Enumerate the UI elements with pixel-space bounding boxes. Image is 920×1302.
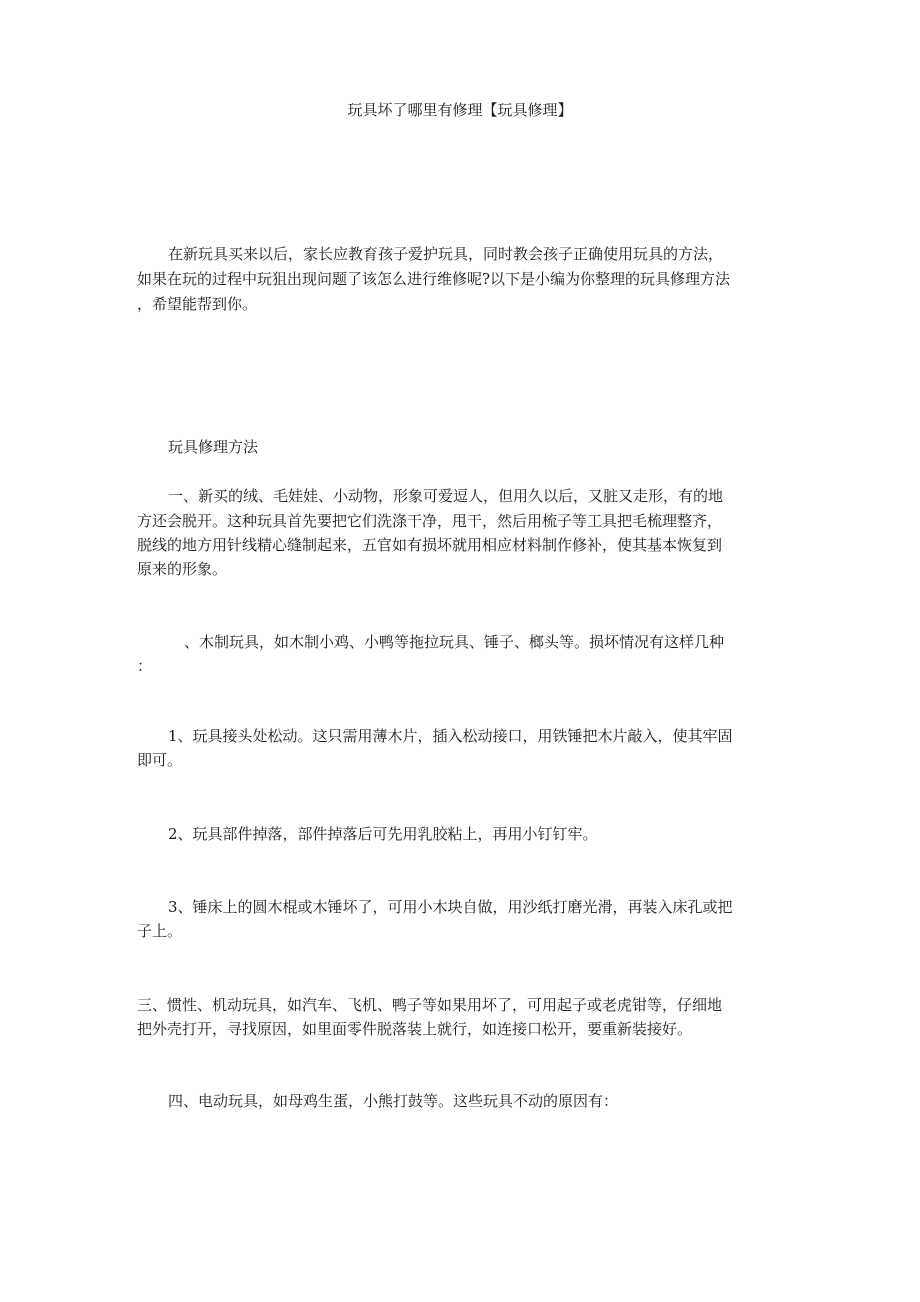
electric-line-1: 四、电动玩具，如母鸡生蛋，小熊打鼓等。这些玩具不动的原因有： (168, 1092, 619, 1110)
item1-line-1: 1、玩具接头处松动。这只需用薄木片，插入松动接口，用铁锤把木片敲入，使其牢固 (168, 727, 733, 745)
intro-line-2: 如果在玩的过程中玩狙出现问题了该怎么进行维修呢?以下是小编为你整理的玩具修理方法 (137, 270, 731, 288)
plush-line-3: 脱线的地方用针线精心缝制起来，五官如有损坏就用相应材料制作修补，使其基本恢复到 (137, 536, 723, 554)
inertia-line-1: 三、惯性、机动玩具，如汽车、飞机、鸭子等如果用坏了，可用起子或老虎钳等，仔细地 (137, 996, 723, 1014)
wooden-line-2: ： (137, 657, 153, 675)
intro-line-1: 在新玩具买来以后，家长应教育孩子爱护玩具，同时教会孩子正确使用玩具的方法， (168, 245, 724, 263)
item2-line-1: 2、玩具部件掉落，部件掉落后可先用乳胶粘上，再用小钉钉牢。 (168, 825, 598, 843)
wooden-line-1: 、木制玩具，如木制小鸡、小鸭等拖拉玩具、锤子、榔头等。损坏情况有这样几种 (184, 633, 725, 651)
intro-line-3: ，希望能帮到你。 (137, 295, 258, 313)
item1-line-2: 即可。 (137, 751, 183, 769)
plush-line-4: 原来的形象。 (137, 560, 228, 578)
section-heading: 玩具修理方法 (168, 438, 259, 456)
item3-line-2: 子上。 (137, 922, 183, 940)
item3-line-1: 3、锤床上的圆木棍或木锤坏了，可用小木块自做，用沙纸打磨光滑，再装入床孔或把 (168, 898, 733, 916)
plush-line-2: 方还会脱开。这种玩具首先要把它们洗涤干净，甩干，然后用梳子等工具把毛梳理整齐， (137, 512, 723, 530)
plush-line-1: 一、新买的绒、毛娃娃、小动物，形象可爱逗人，但用久以后，又脏又走形，有的地 (168, 487, 724, 505)
inertia-line-2: 把外壳打开，寻找原因，如里面零件脱落装上就行，如连接口松开，要重新装接好。 (137, 1020, 693, 1038)
page-title: 玩具坏了哪里有修理【玩具修理】 (347, 101, 573, 119)
